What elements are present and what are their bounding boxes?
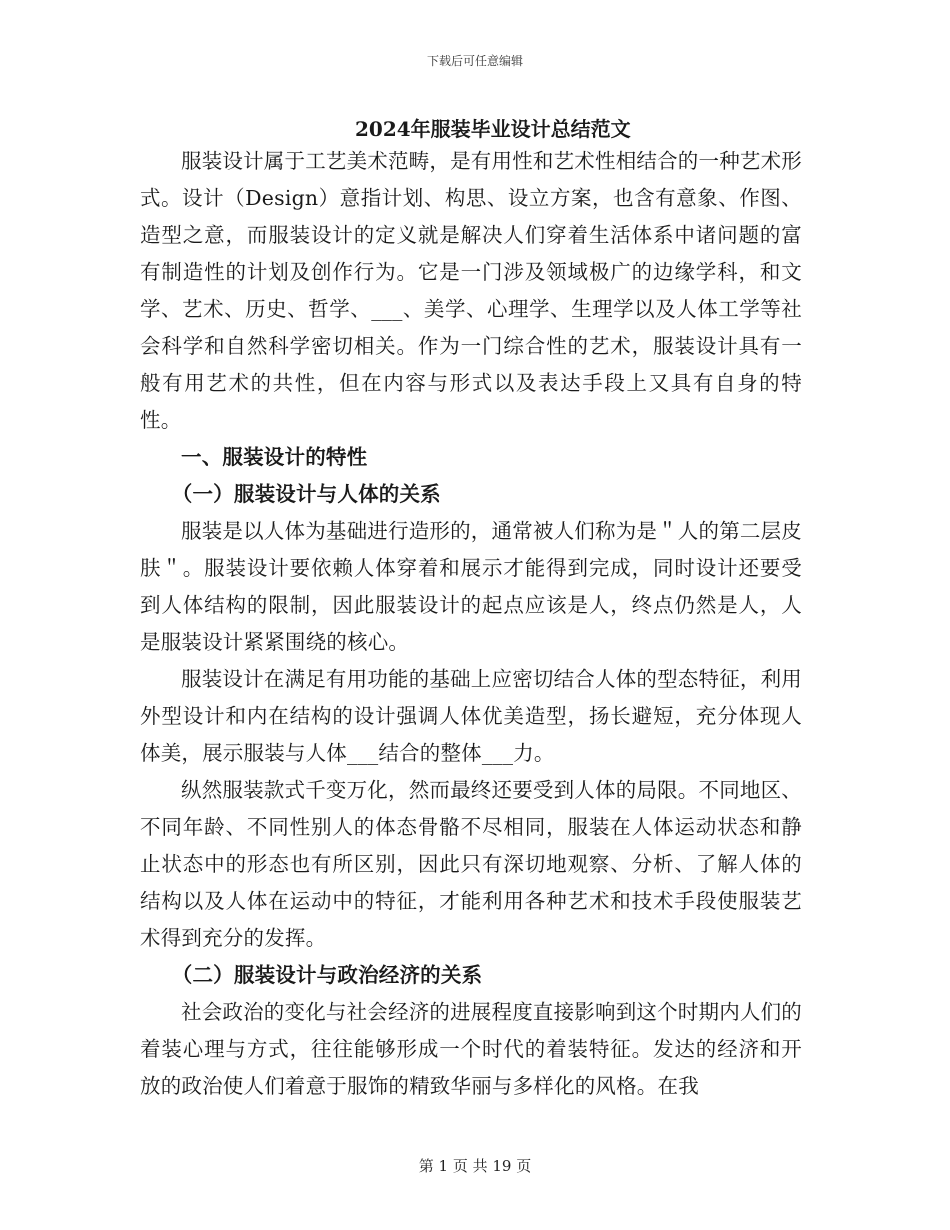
subsection-heading-1: （一）服装设计与人体的关系	[171, 482, 441, 506]
paragraph-intro: 服装设计属于工艺美术范畴，是有用性和艺术性相结合的一种艺术形式。设计（Design）意指计划、构思、设立方案，也含有意象、作图、造型之意，而服装设计的定义就是解决人们穿着生活体系中诸问题的富有制造性的计划及创作行为。它是一门涉及领域极广的边缘学科，和文学、艺术、历史、哲学、___、美学、心理学、生理学以及人体工学等社会科学和自然科学密切相关。作为一门综合性的艺术，服装设计具有一般有用艺术的共性，但在内容与形式以及表达手段上又具有自身的特性。	[140, 149, 802, 432]
paragraph-body-relation: 服装是以人体为基础进行造形的，通常被人们称为是＂人的第二层皮肤＂。服装设计要依赖人体穿着和展示才能得到完成，同时设计还要受到人体结构的限制，因此服装设计的起点应该是人，终点仍然是人，人是服装设计紧紧围绕的核心。	[140, 519, 802, 654]
paragraph-body-function: 服装设计在满足有用功能的基础上应密切结合人体的型态特征，利用外型设计和内在结构的设计强调人体优美造型，扬长避短，充分体现人体美，展示服装与人体___结合的整体___力。	[140, 667, 802, 765]
paragraph-body-limits: 纵然服装款式千变万化，然而最终还要受到人体的局限。不同地区、不同年龄、不同性别人的体态骨骼不尽相同，服装在人体运动状态和静止状态中的形态也有所区别，因此只有深切地观察、分析、了解人体的结构以及人体在运动中的特征，才能利用各种艺术和技术手段使服装艺术得到充分的发挥。	[140, 778, 802, 950]
section-heading-1: 一、服装设计的特性	[181, 445, 368, 469]
page-header-note: 下载后可任意编辑	[426, 54, 523, 68]
paragraph-body-politics: 社会政治的变化与社会经济的进展程度直接影响到这个时期内人们的着装心理与方式，往往能够形成一个时代的着装特征。发达的经济和开放的政治使人们着意于服饰的精致华丽与多样化的风格。在我	[140, 1000, 802, 1098]
page-number-footer: 第 1 页 共 19 页	[418, 1157, 532, 1175]
subsection-heading-2: （二）服装设计与政治经济的关系	[171, 963, 483, 987]
document-body	[140, 143, 802, 1105]
document-title: 2024年服装毕业设计总结范文	[355, 117, 631, 141]
